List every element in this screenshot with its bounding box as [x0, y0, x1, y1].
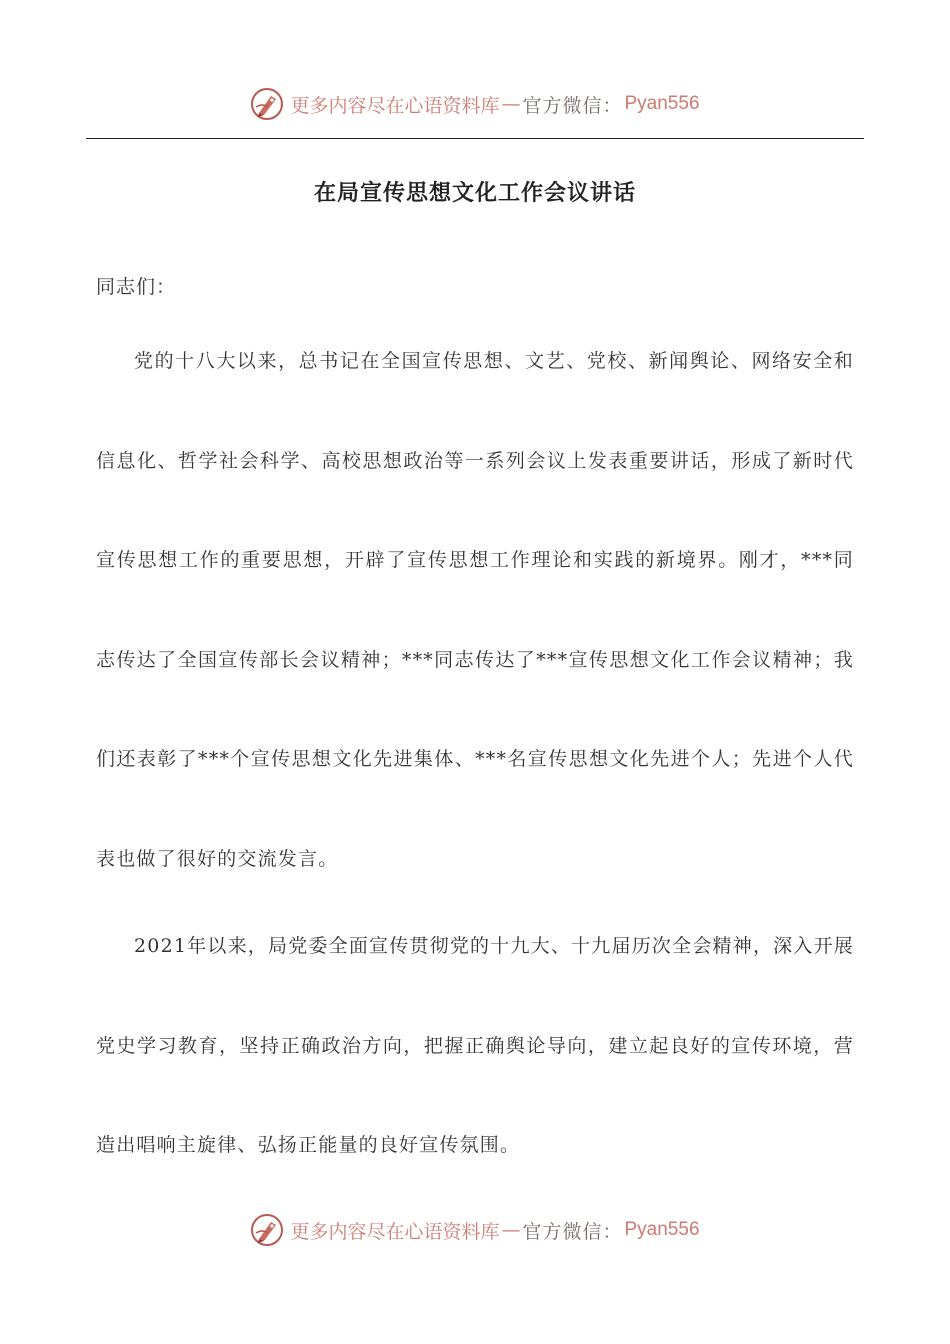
salutation: 同志们： — [96, 276, 177, 298]
brand-separator: — — [501, 1219, 521, 1241]
brand-name: 更多内容尽在心语资料库 — [290, 94, 500, 117]
paragraph: 党的十八大以来，总书记在全国宣传思想、文艺、党校、新闻舆论、网络安全和信息化、哲学社会科学、高校思想政治等一系列会议上发表重要讲话，形成了新时代宣传思想工作的重要思想，开辟了宣传思想工作理论和实践的新境界。刚才，***同志传达了全国宣传部长会议精神；***同志传达了***宣传思想文化工作会议精神；我们还表彰了***个宣传思想文化先进集体、***名宣传思想文化先进个人；先进个人代表也做了很好的交流发言。 — [96, 350, 854, 870]
footer-brand — [250, 1213, 699, 1247]
brand-wechat-label: 官方微信： — [522, 94, 623, 117]
pen-nib-logo-icon — [250, 87, 284, 121]
brand-separator: — — [501, 93, 521, 115]
brand-wechat-label: 官方微信： — [522, 1220, 623, 1243]
pen-nib-logo-icon — [250, 1213, 284, 1247]
brand-name: 更多内容尽在心语资料库 — [290, 1220, 500, 1243]
paragraph: 2021年以来，局党委全面宣传贯彻党的十九大、十九届历次全会精神，深入开展党史学习教育，坚持正确政治方向，把握正确舆论导向，建立起良好的宣传环境，营造出唱响主旋律、弘扬正能量的良好宣传氛围。 — [96, 935, 854, 1156]
brand-wechat-id: Pyan556 — [624, 93, 700, 114]
header-brand — [250, 87, 699, 121]
page-header — [0, 84, 950, 124]
page-footer — [0, 1210, 950, 1250]
document-title: 在局宣传思想文化工作会议讲话 — [313, 180, 636, 206]
header-divider — [86, 138, 864, 139]
brand-wechat-id: Pyan556 — [624, 1219, 700, 1240]
